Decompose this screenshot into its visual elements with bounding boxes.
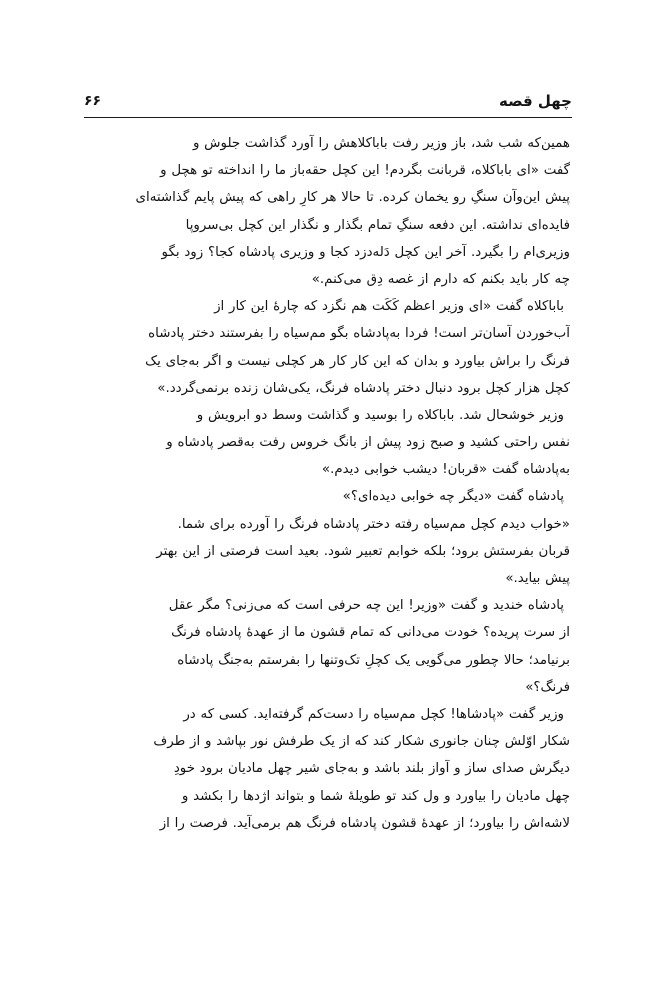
text-line: از سرت پریده؟ خودت می‌دانی که تمام قشون ما از عهدهٔ پادشاه فرنگ	[171, 625, 570, 641]
running-header	[84, 84, 572, 118]
header-rule	[84, 117, 572, 118]
text-line: چهل مادیان را بیاورد و ول کند تو طویلهٔ شما و بتواند اژدها را بکشد و	[181, 788, 570, 804]
text-line: فایده‌ای نداشته. این دفعه سنگِ تمام بگذار و نگذار این کچل بی‌سروپا	[185, 217, 570, 233]
text-line: چه کار باید بکنم که دارم از غصه دِق می‌کنم.»	[311, 271, 570, 287]
text-line: آب‌خوردن آسان‌تر است! فردا به‌پادشاه بگو مم‌سیاه را بفرستند دختر پادشاه	[148, 326, 570, 342]
text-line: وزیر گفت «پادشاها! کچل مم‌سیاه را دست‌کم گرفته‌اید. کسی که در	[183, 706, 564, 722]
text-line: «خواب دیدم کچل مم‌سیاه رفته دختر پادشاه فرنگ را آورده برای شما.	[177, 516, 570, 532]
text-line: وزیر خوشحال شد. باباکلاه را بوسید و گذاشت وسط دو ابرویش و	[196, 407, 564, 423]
text-line: فرنگ را براش بیاورد و بدان که این کار کار هر کچلی نیست و اگر به‌جای یک	[145, 353, 570, 369]
text-line: باباکلاه گفت «ای وزیر اعظم کَکَت هم نگزد که چارهٔ این کار از	[214, 299, 564, 315]
text-line: به‌پادشاه گفت «قربان! دیشب خوابی دیدم.»	[321, 462, 570, 478]
text-line: پیش این‌وآن سنگِ رو یخمان کرده. تا حالا هر کارِ راهی که پیش پایم گذاشته‌ای	[135, 190, 570, 206]
text-line: قربان بفرستش برود؛ بلکه خوابم تعبیر شود. بعید است فرصتی از این بهتر	[156, 543, 570, 559]
text-line: همین‌که شب شد، باز وزیر رفت باباکلاهش را آورد گذاشت جلوش و	[192, 136, 570, 151]
page-number: ۶۶	[84, 93, 102, 109]
text-line: کچل هزار کچل برود دنبال دختر پادشاه فرنگ، یکی‌شان زنده برنمی‌گردد.»	[157, 380, 570, 396]
text-line: پیش بیاید.»	[505, 571, 570, 586]
text-line: پادشاه خندید و گفت «وزیر! این چه حرفی است که می‌زنی؟ مگر عقل	[168, 598, 564, 614]
text-line: برنیامد؛ حالا چطور می‌گویی یک کچلِ تک‌وتنها را بفرستم به‌جنگ پادشاه	[177, 652, 570, 668]
text-line: وزیری‌ام را بگیرد. آخر این کچل دَله‌دزد کجا و وزیری پادشاه کجا؟ زود بگو	[161, 244, 570, 260]
text-line: دیگرش صدای ساز و آواز بلند باشد و به‌جای شیر چهل مادیان برود خودِ	[173, 761, 570, 777]
text-line: نفس راحتی کشید و صبح زود پیش از بانگ خروس رفت به‌قصر پادشاه و	[166, 435, 570, 451]
text-line: فرنگ؟»	[525, 679, 570, 695]
book-title: چهل قصه	[498, 92, 572, 110]
text-line: گفت «ای باباکلاه، قربانت بگردم! این کچل حقه‌باز ما را انداخته تو هچل و	[160, 163, 570, 179]
text-line: شکار اوّلش چنان جانوری شکار کند که از یک طرفش نور بپاشد و از طرف	[153, 734, 570, 750]
body-text	[86, 130, 570, 837]
text-line: پادشاه گفت «دیگر چه خوابی دیده‌ای؟»	[342, 489, 564, 505]
text-line: لاشه‌اش را بیاورد؛ از عهدهٔ قشون پادشاه فرنگ هم برمی‌آید. فرصت را از	[159, 815, 570, 831]
